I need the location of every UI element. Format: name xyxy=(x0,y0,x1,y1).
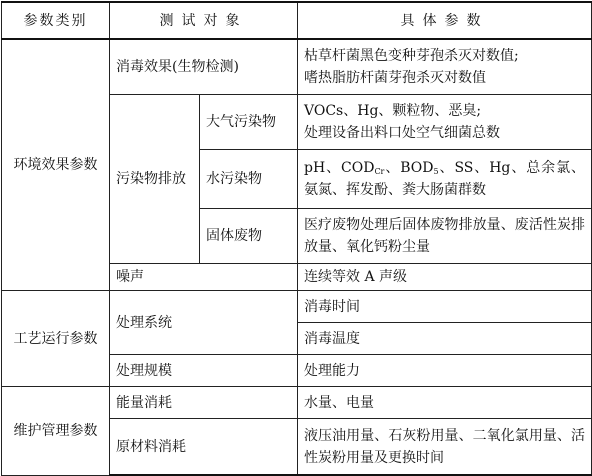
sub-object-water: 水污染物 xyxy=(200,150,298,209)
param-line: 处理设备出料口处空气细菌总数 xyxy=(304,125,500,141)
params-disinfection-time: 消毒时间 xyxy=(298,291,592,323)
header-category: 参数类别 xyxy=(2,2,110,39)
param-line: 枯草杆菌黑色变种芽孢杀灭对数值; xyxy=(304,48,519,64)
params-energy: 水量、电量 xyxy=(298,387,592,419)
param-line: 嗜热脂肪杆菌芽孢杀灭对数值 xyxy=(304,70,486,86)
params-capacity: 处理能力 xyxy=(298,355,592,387)
sub-object-solid: 固体废物 xyxy=(200,209,298,264)
object-treatment-scale: 处理规模 xyxy=(110,355,298,387)
object-pollutant-emission: 污染物排放 xyxy=(110,95,200,264)
params-solid: 医疗废物处理后固体废物排放量、废活性炭排放量、氧化钙粉尘量 xyxy=(298,209,592,264)
object-energy: 能量消耗 xyxy=(110,387,298,419)
params-disinfection-effect xyxy=(298,39,592,95)
object-raw-material: 原材料消耗 xyxy=(110,419,298,476)
header-params: 具体参数 xyxy=(298,2,592,39)
table-row xyxy=(2,291,592,323)
category-environment: 环境效果参数 xyxy=(2,39,110,291)
object-noise: 噪声 xyxy=(110,264,298,291)
object-treatment-system: 处理系统 xyxy=(110,291,298,355)
header-object: 测试对象 xyxy=(110,2,298,39)
params-raw-material: 液压油用量、石灰粉用量、二氧化氯用量、活性炭粉用量及更换时间 xyxy=(298,419,592,476)
param-line: VOCs、Hg、颗粒物、恶臭; xyxy=(304,103,482,119)
params-noise: 连续等效 A 声级 xyxy=(298,264,592,291)
params-air xyxy=(298,95,592,150)
category-maintenance: 维护管理参数 xyxy=(2,387,110,476)
category-process: 工艺运行参数 xyxy=(2,291,110,387)
table-row xyxy=(2,39,592,95)
parameters-table xyxy=(1,1,592,476)
sub-object-air: 大气污染物 xyxy=(200,95,298,150)
params-disinfection-temp: 消毒温度 xyxy=(298,323,592,355)
header-row xyxy=(2,2,592,39)
table-row xyxy=(2,387,592,419)
params-water: pH、$COD_{Cr}$、$BOD_5$、SS、Hg、总余氯、氨氮、挥发酚、粪大肠菌群数 xyxy=(298,150,592,209)
object-disinfection-effect: 消毒效果(生物检测) xyxy=(110,39,298,95)
